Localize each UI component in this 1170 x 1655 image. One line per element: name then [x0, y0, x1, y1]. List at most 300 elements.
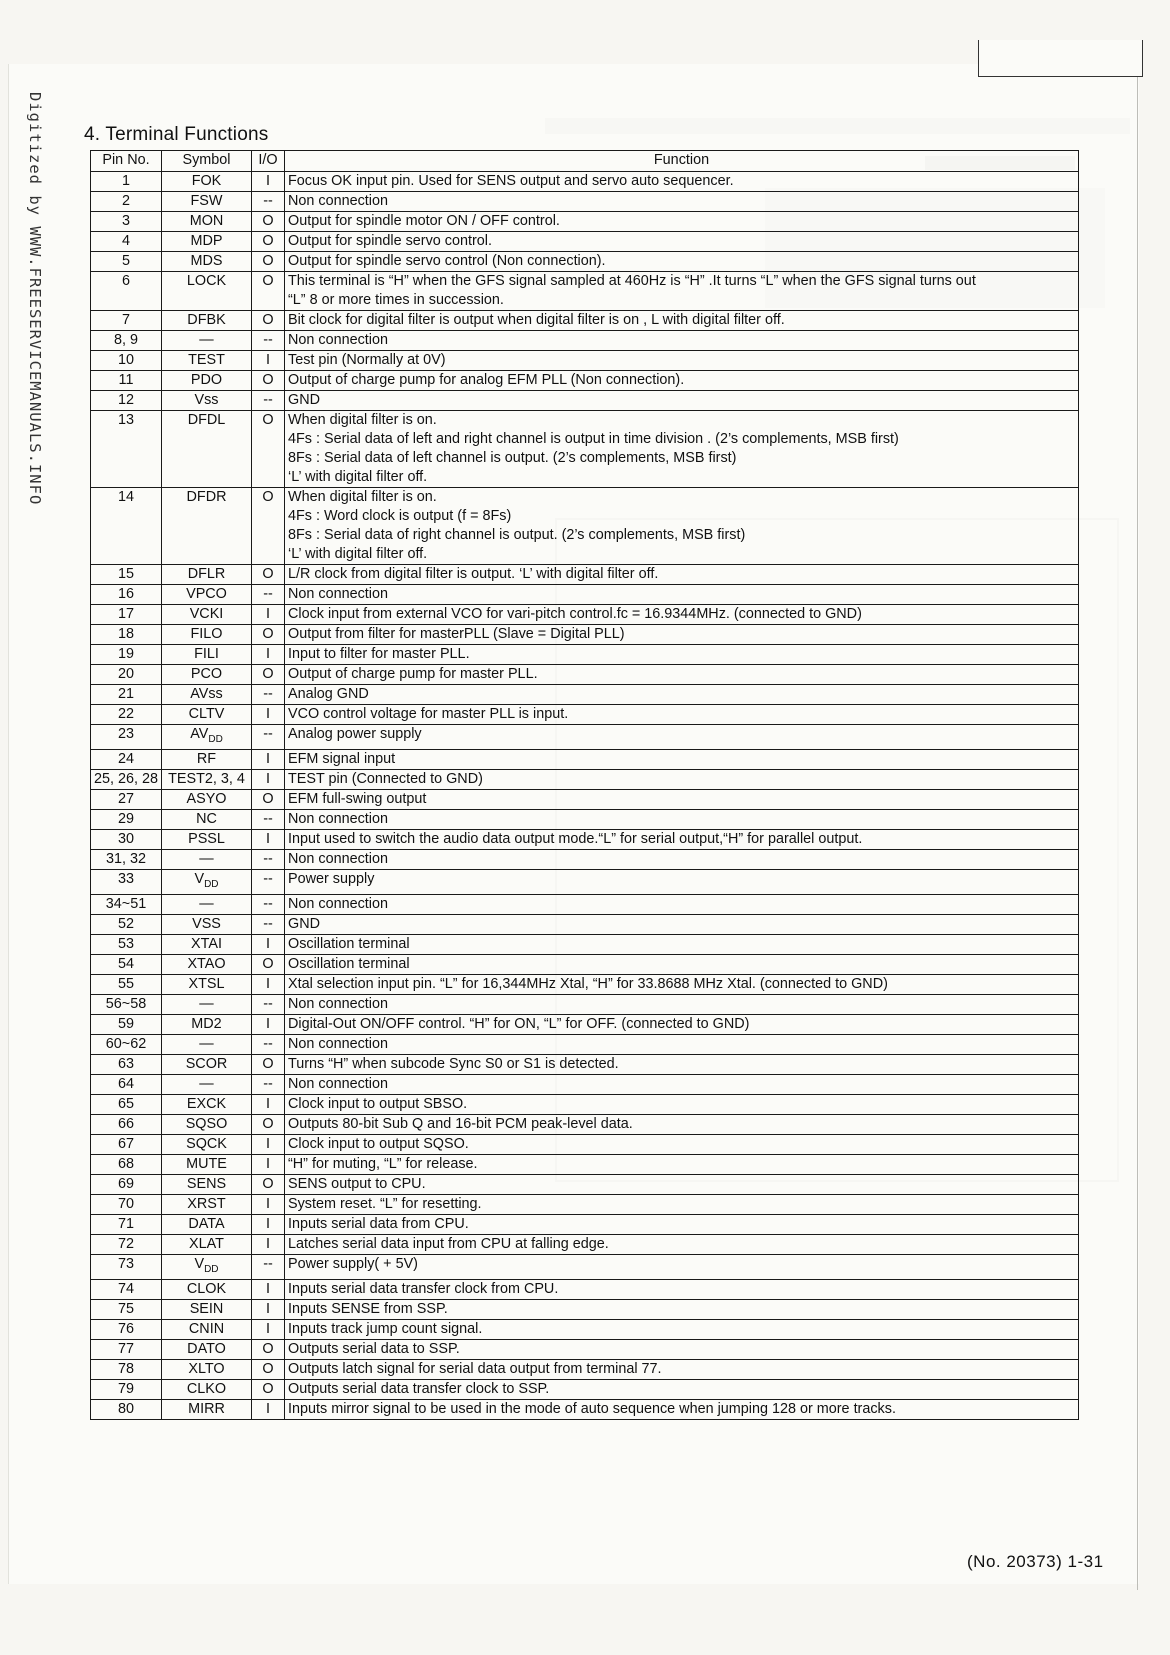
io-cell: I	[252, 1399, 285, 1419]
pin-number-cell: 1	[91, 172, 162, 192]
function-text-line: GND	[288, 915, 320, 932]
symbol-cell: NC	[162, 809, 252, 829]
symbol-cell: Vss	[162, 391, 252, 411]
page-edge-rule	[1137, 60, 1138, 1590]
function-text-line: Output from filter for masterPLL (Slave = Digital PLL)	[288, 626, 625, 642]
table-row	[91, 331, 1079, 351]
io-cell: I	[252, 605, 285, 625]
function-cell	[285, 914, 1079, 934]
function-cell	[285, 252, 1079, 272]
table-row	[91, 1254, 1079, 1279]
pin-number-cell: 65	[91, 1094, 162, 1114]
pin-number-cell: 8, 9	[91, 331, 162, 351]
pin-number-cell: 64	[91, 1074, 162, 1094]
symbol-cell: SENS	[162, 1174, 252, 1194]
table-row	[91, 769, 1079, 789]
io-cell: --	[252, 1034, 285, 1054]
io-cell: O	[252, 1339, 285, 1359]
pin-number-cell: 71	[91, 1214, 162, 1234]
symbol-cell: FSW	[162, 192, 252, 212]
table-row	[91, 272, 1079, 311]
symbol-cell: SCOR	[162, 1054, 252, 1074]
table-row	[91, 1174, 1079, 1194]
io-cell: O	[252, 625, 285, 645]
io-cell: --	[252, 1074, 285, 1094]
function-text-line: Inputs track jump count signal.	[288, 1320, 483, 1337]
function-text-line: Output for spindle servo control.	[288, 233, 492, 249]
io-cell: --	[252, 849, 285, 869]
function-text-line: ‘L’ with digital filter off.	[288, 469, 428, 485]
function-text-line: Outputs serial data transfer clock to SSP.	[288, 1380, 550, 1397]
function-text-line: Analog power supply	[288, 726, 422, 742]
symbol-cell: —	[162, 894, 252, 914]
pin-number-cell: 68	[91, 1154, 162, 1174]
table-row	[91, 1094, 1079, 1114]
function-text-line: Clock input to output SQSO.	[288, 1135, 469, 1152]
section-title: 4. Terminal Functions	[84, 124, 269, 145]
function-text-line: Latches serial data input from CPU at falling edge.	[288, 1235, 609, 1252]
pin-number-cell: 31, 32	[91, 849, 162, 869]
io-cell: O	[252, 411, 285, 488]
function-text-line: Output of charge pump for master PLL.	[288, 666, 538, 682]
pin-number-cell: 33	[91, 869, 162, 894]
function-cell	[285, 232, 1079, 252]
symbol-cell: $V_{DD}$	[162, 869, 252, 894]
io-cell: I	[252, 1214, 285, 1234]
table-row	[91, 1134, 1079, 1154]
io-cell: --	[252, 994, 285, 1014]
table-header-row	[91, 151, 1079, 172]
symbol-cell: —	[162, 1034, 252, 1054]
io-cell: I	[252, 1234, 285, 1254]
table-row	[91, 849, 1079, 869]
function-cell	[285, 829, 1079, 849]
function-text-line: Digital-Out ON/OFF control. “H” for ON, “L” for OFF. (connected to GND)	[288, 1015, 750, 1032]
function-text-line: Non connection	[288, 332, 389, 348]
function-cell	[285, 1174, 1079, 1194]
pin-number-cell: 54	[91, 954, 162, 974]
header-symbol: Symbol	[162, 151, 252, 172]
table-row	[91, 869, 1079, 894]
table-row	[91, 1279, 1079, 1299]
function-cell	[285, 172, 1079, 192]
pin-number-cell: 11	[91, 371, 162, 391]
function-cell	[285, 1074, 1079, 1094]
pin-number-cell: 29	[91, 809, 162, 829]
table-row	[91, 1379, 1079, 1399]
io-cell: O	[252, 1114, 285, 1134]
io-cell: --	[252, 894, 285, 914]
io-cell: O	[252, 488, 285, 565]
function-cell	[285, 934, 1079, 954]
symbol-cell: XRST	[162, 1194, 252, 1214]
symbol-cell: VCKI	[162, 605, 252, 625]
io-cell: I	[252, 705, 285, 725]
function-text-line: Power supply( + 5V)	[288, 1255, 418, 1272]
function-cell	[285, 1054, 1079, 1074]
pin-number-cell: 80	[91, 1399, 162, 1419]
table-row	[91, 565, 1079, 585]
function-text-line: Xtal selection input pin. “L” for 16,344MHz Xtal, “H” for 33.8688 MHz Xtal. (connected to GND)	[288, 975, 888, 992]
symbol-cell: —	[162, 994, 252, 1014]
function-text-line: 8Fs : Serial data of left channel is output. (2’s complements, MSB first)	[288, 450, 737, 466]
function-text-line: Non connection	[288, 995, 389, 1012]
symbol-cell: MDP	[162, 232, 252, 252]
io-cell: I	[252, 1134, 285, 1154]
header-io: I/O	[252, 151, 285, 172]
pin-number-cell: 34~51	[91, 894, 162, 914]
pin-number-cell: 53	[91, 934, 162, 954]
function-cell	[285, 585, 1079, 605]
pin-number-cell: 74	[91, 1279, 162, 1299]
function-cell	[285, 1114, 1079, 1134]
symbol-cell: FILI	[162, 645, 252, 665]
pin-number-cell: 79	[91, 1379, 162, 1399]
function-text-line: Power supply	[288, 870, 375, 887]
function-text-line: Output for spindle servo control (Non connection).	[288, 253, 606, 269]
symbol-cell: $AV_{DD}$	[162, 725, 252, 750]
function-text-line: When digital filter is on.	[288, 412, 437, 428]
function-cell	[285, 1254, 1079, 1279]
symbol-cell: DATO	[162, 1339, 252, 1359]
pin-number-cell: 21	[91, 685, 162, 705]
function-cell	[285, 869, 1079, 894]
table-row	[91, 829, 1079, 849]
table-row	[91, 1154, 1079, 1174]
symbol-cell: DFDR	[162, 488, 252, 565]
io-cell: I	[252, 1154, 285, 1174]
io-cell: --	[252, 192, 285, 212]
table-row	[91, 411, 1079, 488]
function-text-line: Outputs 80-bit Sub Q and 16-bit PCM peak-level data.	[288, 1115, 633, 1132]
function-cell	[285, 331, 1079, 351]
io-cell: --	[252, 585, 285, 605]
symbol-cell: $V_{DD}$	[162, 1254, 252, 1279]
symbol-cell: CNIN	[162, 1319, 252, 1339]
io-cell: I	[252, 934, 285, 954]
table-row	[91, 351, 1079, 371]
function-text-line: Analog GND	[288, 686, 369, 702]
table-row	[91, 1014, 1079, 1034]
symbol-cell: —	[162, 331, 252, 351]
function-text-line: Oscillation terminal	[288, 935, 410, 952]
table-row	[91, 954, 1079, 974]
symbol-cell: SQSO	[162, 1114, 252, 1134]
function-text-line: SENS output to CPU.	[288, 1175, 426, 1192]
function-cell	[285, 809, 1079, 829]
pin-number-cell: 24	[91, 749, 162, 769]
io-cell: O	[252, 1359, 285, 1379]
table-row	[91, 391, 1079, 411]
symbol-cell: TEST	[162, 351, 252, 371]
symbol-cell: CLKO	[162, 1379, 252, 1399]
symbol-cell: FILO	[162, 625, 252, 645]
io-cell: I	[252, 1094, 285, 1114]
symbol-cell: MDS	[162, 252, 252, 272]
function-cell	[285, 1359, 1079, 1379]
io-cell: --	[252, 809, 285, 829]
io-cell: O	[252, 311, 285, 331]
function-text-line: 4Fs : Word clock is output (f = 8Fs)	[288, 508, 512, 524]
function-cell	[285, 1094, 1079, 1114]
io-cell: --	[252, 914, 285, 934]
function-cell	[285, 849, 1079, 869]
table-row	[91, 914, 1079, 934]
symbol-cell: PSSL	[162, 829, 252, 849]
table-row	[91, 585, 1079, 605]
pin-number-cell: 23	[91, 725, 162, 750]
function-text-line: Turns “H” when subcode Sync S0 or S1 is detected.	[288, 1055, 619, 1072]
pin-number-cell: 59	[91, 1014, 162, 1034]
table-row	[91, 645, 1079, 665]
function-cell	[285, 705, 1079, 725]
pin-number-cell: 60~62	[91, 1034, 162, 1054]
table-row	[91, 212, 1079, 232]
io-cell: --	[252, 331, 285, 351]
io-cell: O	[252, 272, 285, 311]
function-cell	[285, 749, 1079, 769]
symbol-cell: RF	[162, 749, 252, 769]
table-row	[91, 1234, 1079, 1254]
header-tab-box	[978, 40, 1143, 77]
function-text-line: Non connection	[288, 895, 389, 912]
symbol-cell: XLTO	[162, 1359, 252, 1379]
table-row	[91, 232, 1079, 252]
function-text-line: When digital filter is on.	[288, 489, 437, 505]
io-cell: O	[252, 212, 285, 232]
function-cell	[285, 994, 1079, 1014]
table-row	[91, 1054, 1079, 1074]
function-text-line: Input used to switch the audio data output mode.“L” for serial output,“H” for parallel output.	[288, 830, 863, 847]
table-row	[91, 974, 1079, 994]
table-row	[91, 311, 1079, 331]
io-cell: I	[252, 829, 285, 849]
pin-number-cell: 19	[91, 645, 162, 665]
function-cell	[285, 1279, 1079, 1299]
function-cell	[285, 769, 1079, 789]
function-text-line: Output for spindle motor ON / OFF control.	[288, 213, 560, 229]
pin-number-cell: 3	[91, 212, 162, 232]
function-cell	[285, 1134, 1079, 1154]
table-row	[91, 685, 1079, 705]
pin-number-cell: 5	[91, 252, 162, 272]
io-cell: I	[252, 172, 285, 192]
pin-number-cell: 25, 26, 28	[91, 769, 162, 789]
pin-number-cell: 30	[91, 829, 162, 849]
pin-number-cell: 63	[91, 1054, 162, 1074]
pin-number-cell: 69	[91, 1174, 162, 1194]
page-footer: (No. 20373) 1-31	[967, 1552, 1104, 1571]
io-cell: I	[252, 1279, 285, 1299]
symbol-cell: —	[162, 1074, 252, 1094]
symbol-cell: VSS	[162, 914, 252, 934]
io-cell: --	[252, 391, 285, 411]
pin-number-cell: 4	[91, 232, 162, 252]
io-cell: I	[252, 1319, 285, 1339]
pin-number-cell: 73	[91, 1254, 162, 1279]
function-text-line: TEST pin (Connected to GND)	[288, 770, 483, 787]
table-row	[91, 488, 1079, 565]
symbol-cell: TEST2, 3, 4	[162, 769, 252, 789]
function-text-line: 8Fs : Serial data of right channel is output. (2’s complements, MSB first)	[288, 527, 746, 543]
table-row	[91, 1034, 1079, 1054]
io-cell: O	[252, 1174, 285, 1194]
function-text-line: VCO control voltage for master PLL is input.	[288, 706, 569, 722]
pin-number-cell: 16	[91, 585, 162, 605]
pin-number-cell: 55	[91, 974, 162, 994]
io-cell: --	[252, 1254, 285, 1279]
function-text-line: Clock input to output SBSO.	[288, 1095, 468, 1112]
header-pin-no: Pin No.	[91, 151, 162, 172]
symbol-cell: XTAO	[162, 954, 252, 974]
symbol-cell: MIRR	[162, 1399, 252, 1419]
symbol-cell: VPCO	[162, 585, 252, 605]
function-text-line: “L” 8 or more times in succession.	[288, 292, 504, 308]
io-cell: O	[252, 665, 285, 685]
pin-number-cell: 14	[91, 488, 162, 565]
function-cell	[285, 391, 1079, 411]
io-cell: --	[252, 869, 285, 894]
pin-number-cell: 70	[91, 1194, 162, 1214]
function-text-line: “H” for muting, “L” for release.	[288, 1155, 478, 1172]
function-text-line: GND	[288, 392, 320, 408]
function-cell	[285, 351, 1079, 371]
symbol-cell: EXCK	[162, 1094, 252, 1114]
terminal-functions-table	[90, 150, 1079, 1420]
function-text-line: Non connection	[288, 810, 389, 827]
pin-number-cell: 77	[91, 1339, 162, 1359]
table-row	[91, 1114, 1079, 1134]
function-cell	[285, 665, 1079, 685]
symbol-cell: MD2	[162, 1014, 252, 1034]
table-row	[91, 749, 1079, 769]
symbol-cell: DFLR	[162, 565, 252, 585]
table-row	[91, 1319, 1079, 1339]
function-cell	[285, 1299, 1079, 1319]
function-cell	[285, 1234, 1079, 1254]
symbol-cell: CLOK	[162, 1279, 252, 1299]
table-row	[91, 625, 1079, 645]
function-text-line: Test pin (Normally at 0V)	[288, 352, 446, 368]
table-row	[91, 192, 1079, 212]
io-cell: I	[252, 351, 285, 371]
function-text-line: Input to filter for master PLL.	[288, 646, 470, 662]
function-text-line: Output of charge pump for analog EFM PLL (Non connection).	[288, 372, 685, 388]
pin-number-cell: 17	[91, 605, 162, 625]
table-row	[91, 934, 1079, 954]
function-cell	[285, 1339, 1079, 1359]
function-cell	[285, 685, 1079, 705]
symbol-cell: DATA	[162, 1214, 252, 1234]
symbol-cell: SEIN	[162, 1299, 252, 1319]
function-cell	[285, 1319, 1079, 1339]
pin-number-cell: 76	[91, 1319, 162, 1339]
watermark-text: Digitized by WWW.FREESERVICEMANUALS.INFO	[26, 92, 44, 506]
function-text-line: Non connection	[288, 586, 389, 602]
pin-number-cell: 52	[91, 914, 162, 934]
function-cell	[285, 954, 1079, 974]
table-row	[91, 252, 1079, 272]
table-row	[91, 1339, 1079, 1359]
function-text-line: Non connection	[288, 193, 389, 209]
table-row	[91, 1359, 1079, 1379]
table-row	[91, 1194, 1079, 1214]
io-cell: O	[252, 232, 285, 252]
function-cell	[285, 565, 1079, 585]
function-text-line: Inputs SENSE from SSP.	[288, 1300, 448, 1317]
function-text-line: Inputs serial data transfer clock from CPU.	[288, 1280, 559, 1297]
function-text-line: Non connection	[288, 1075, 389, 1092]
io-cell: --	[252, 725, 285, 750]
function-cell	[285, 625, 1079, 645]
function-cell	[285, 212, 1079, 232]
io-cell: O	[252, 252, 285, 272]
io-cell: I	[252, 1194, 285, 1214]
pin-number-cell: 15	[91, 565, 162, 585]
symbol-cell: DFDL	[162, 411, 252, 488]
function-text-line: This terminal is “H” when the GFS signal sampled at 460Hz is “H” .It turns “L” when the GFS signal turns out	[288, 273, 976, 289]
table-row	[91, 894, 1079, 914]
function-cell	[285, 1034, 1079, 1054]
function-cell	[285, 272, 1079, 311]
function-cell	[285, 974, 1079, 994]
function-cell	[285, 1014, 1079, 1034]
pin-number-cell: 20	[91, 665, 162, 685]
io-cell: O	[252, 1379, 285, 1399]
table-row	[91, 172, 1079, 192]
pin-number-cell: 75	[91, 1299, 162, 1319]
pin-number-cell: 66	[91, 1114, 162, 1134]
function-cell	[285, 1214, 1079, 1234]
table-row	[91, 705, 1079, 725]
pin-number-cell: 27	[91, 789, 162, 809]
io-cell: O	[252, 565, 285, 585]
table-row	[91, 725, 1079, 750]
function-text-line: Oscillation terminal	[288, 955, 410, 972]
table-body	[91, 172, 1079, 1420]
function-cell	[285, 1154, 1079, 1174]
symbol-cell: MUTE	[162, 1154, 252, 1174]
pin-number-cell: 18	[91, 625, 162, 645]
pin-number-cell: 2	[91, 192, 162, 212]
function-text-line: Inputs mirror signal to be used in the mode of auto sequence when jumping 128 or more tracks.	[288, 1400, 896, 1417]
function-text-line: Focus OK input pin. Used for SENS output and servo auto sequencer.	[288, 173, 734, 189]
symbol-cell: XLAT	[162, 1234, 252, 1254]
function-text-line: 4Fs : Serial data of left and right channel is output in time division . (2’s complements, MSB first)	[288, 431, 899, 447]
symbol-cell: AVss	[162, 685, 252, 705]
symbol-cell: LOCK	[162, 272, 252, 311]
table-row	[91, 605, 1079, 625]
io-cell: I	[252, 769, 285, 789]
function-cell	[285, 411, 1079, 488]
function-text-line: Inputs serial data from CPU.	[288, 1215, 469, 1232]
pin-number-cell: 72	[91, 1234, 162, 1254]
table-row	[91, 1214, 1079, 1234]
function-text-line: EFM signal input	[288, 750, 396, 767]
table-row	[91, 1074, 1079, 1094]
symbol-cell: PCO	[162, 665, 252, 685]
function-cell	[285, 371, 1079, 391]
symbol-cell: SQCK	[162, 1134, 252, 1154]
function-text-line: ‘L’ with digital filter off.	[288, 546, 428, 562]
table-row	[91, 994, 1079, 1014]
io-cell: I	[252, 645, 285, 665]
symbol-cell: DFBK	[162, 311, 252, 331]
io-cell: I	[252, 1014, 285, 1034]
function-text-line: Non connection	[288, 1035, 389, 1052]
pin-number-cell: 56~58	[91, 994, 162, 1014]
function-cell	[285, 894, 1079, 914]
